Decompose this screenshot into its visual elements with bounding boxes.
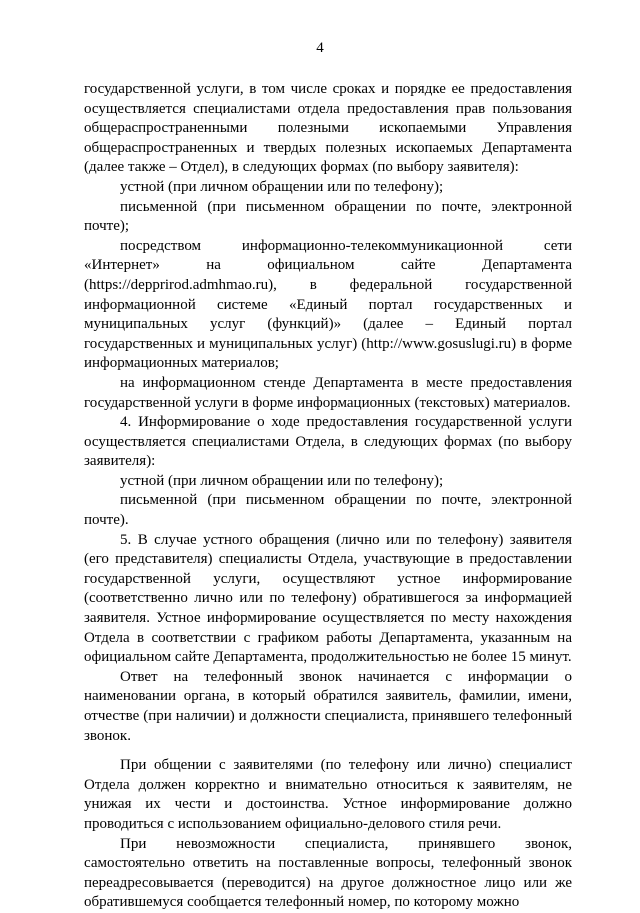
paragraph: письменной (при письменном обращении по почте, электронной почте); [84,198,572,235]
paragraph: Ответ на телефонный звонок начинается с информации о наименовании органа, в который обратился заявитель, фамилии, имени, отчестве (при наличии) и должности специалиста, принявшего телефонный звонок. [84,668,572,744]
paragraph: 5. В случае устного обращения (лично или по телефону) заявителя (его представителя) специалисты Отдела, участвующие в предоставлении государственной услуги, осуществляют устное информирование (соответственно лично или по телефону) обратившегося за информацией заявителя. Устное информирование осуществляется по месту нахождения Отдела в соответствии с графиком работы Департамента, указанным на официальном сайте Департамента, продолжительностью не более 15 минут. [84,531,572,666]
paragraph: При общении с заявителями (по телефону или лично) специалист Отдела должен корректно и внимательно относиться к заявителям, не унижая их чести и достоинства. Устное информирование должно проводиться с использованием официально-делового стиля речи. [84,757,572,832]
paragraph: посредством информационно-телекоммуникационной сети «Интернет» на официальном сайте Департамента (https://depprirod.admhmao.ru), в федеральной государственной информационной системе «Единый портал государственных и муниципальных услуг (функций)» (далее – Единый портал государственных и муниципальных услуг) (http://www.gosuslugi.ru) в форме информационных материалов; [84,237,572,372]
paragraph: государственной услуги, в том числе сроках и порядке ее предоставления осуществляется специалистами отдела предоставления прав пользования общераспространенными полезными ископаемыми Управления общераспространенных и твердых полезных ископаемых Департамента (далее также – Отдел), в следующих формах (по выбору заявителя): [84,81,572,176]
paragraph: письменной (при письменном обращении по почте, электронной почте). [84,492,572,529]
page-number: 4 [316,40,324,56]
document-body [84,80,572,913]
paragraph: устной (при личном обращении или по телефону); [120,178,444,195]
paragraph: При невозможности специалиста, принявшего звонок, самостоятельно ответить на поставленные вопросы, телефонный звонок переадресовывается (переводится) на другое должностное лицо или же обратившемуся сообщается телефонный номер, по которому можно [84,835,572,911]
paragraph: 4. Информирование о ходе предоставления государственной услуги осуществляется специалистами Отдела, в следующих формах (по выбору заявителя): [84,414,572,470]
paragraph: устной (при личном обращении или по телефону); [120,472,444,489]
paragraph: на информационном стенде Департамента в месте предоставления государственной услуги в форме информационных (текстовых) материалов. [84,374,572,411]
